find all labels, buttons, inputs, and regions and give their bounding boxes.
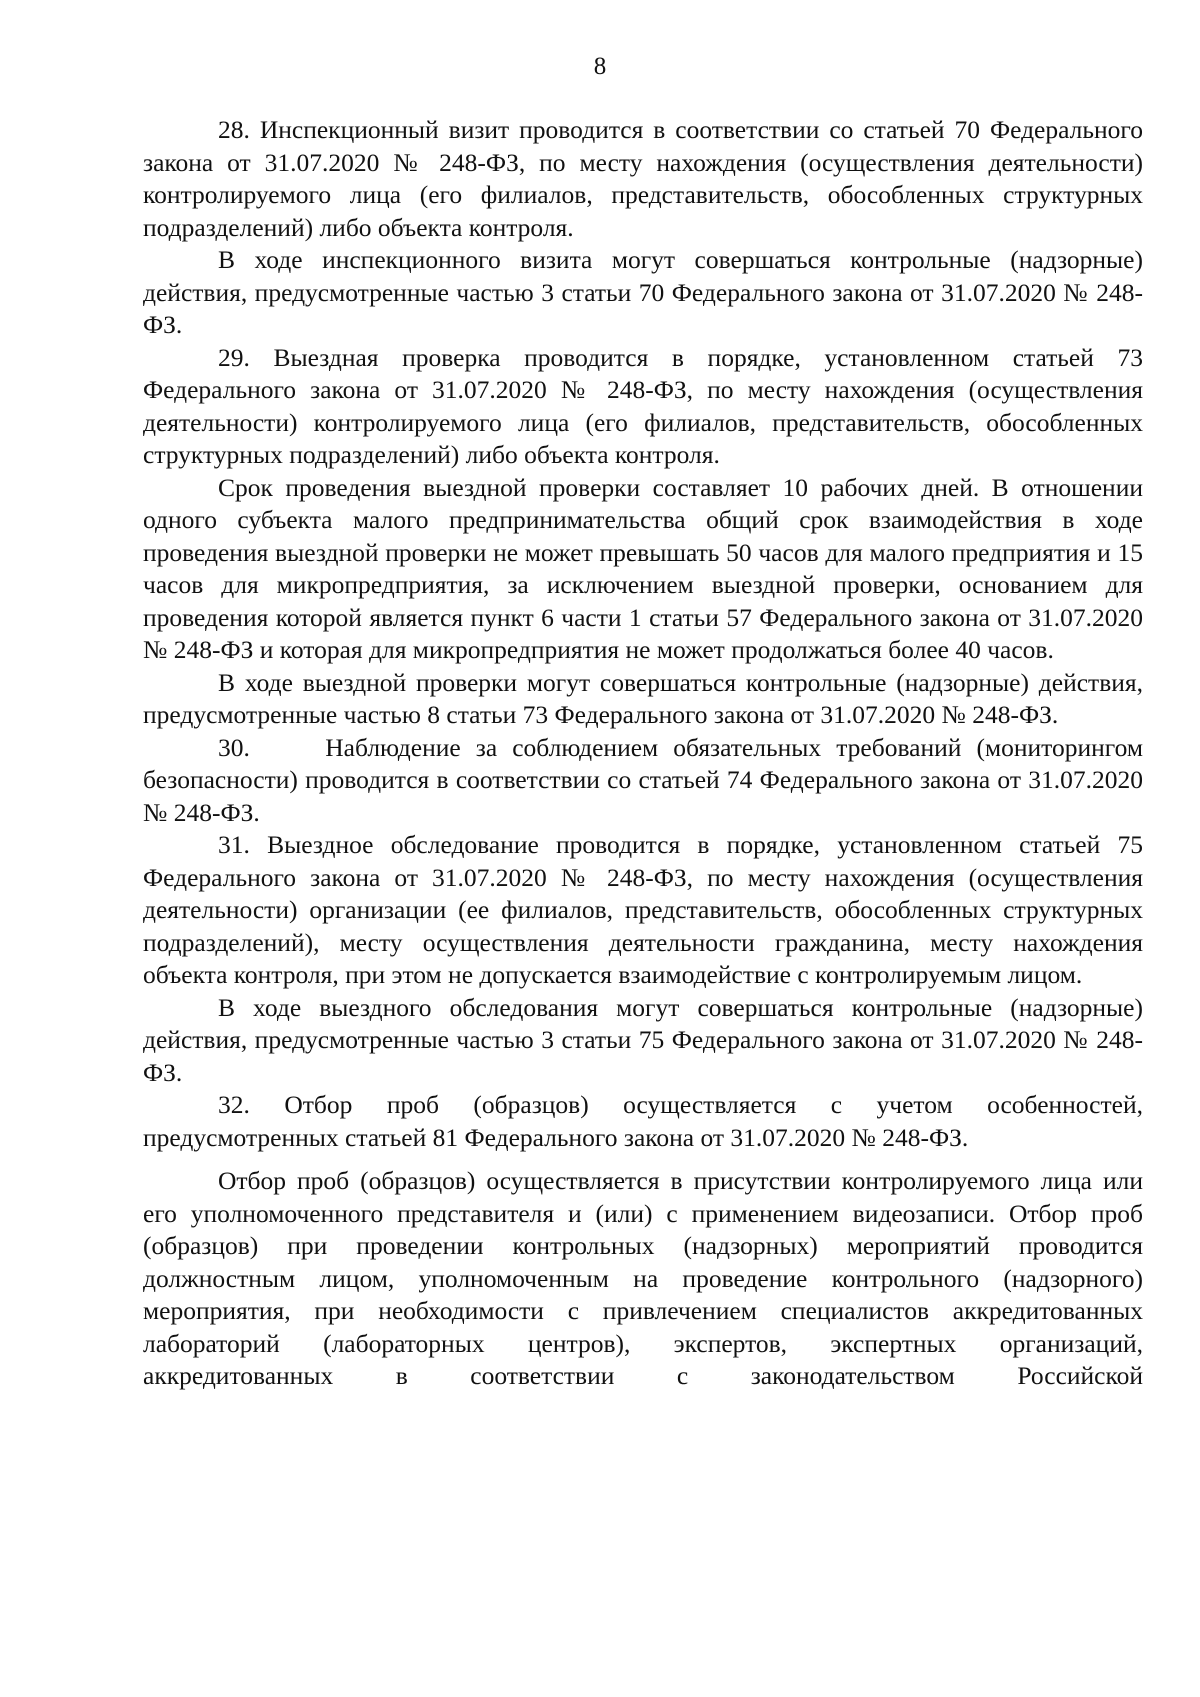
paragraph-32-sampling: Отбор проб (образцов) осуществляется в присутствии контролируемого лица или его уполномоченного представителя и (или) с применением видеозаписи. Отбор проб (образцов) при проведении контрольных (надзорных) мероприятий проводится должностным лицом, уполномоченным на проведение контрольного (надзорного) мероприятия, при необходимости с привлечением специалистов аккредитованных лабораторий (лабораторных центров), экспертов, экспертных организаций, аккредитованных в соответствии с законодательством Российской — [143, 1166, 1143, 1390]
page-number: 8 — [593, 53, 607, 80]
document-body — [143, 114, 1150, 1393]
paragraph-29-duration: Срок проведения выездной проверки составляет 10 рабочих дней. В отношении одного субъекта малого предпринимательства общий срок взаимодействия в ходе проведения выездной проверки не может превышать 50 часов для малого предприятия и 15 часов для микропредприятия, за исключением выездной проверки, основанием для проведения которой является пункт 6 части 1 статьи 57 Федерального закона от 31.07.2020 № 248-ФЗ и которая для микропредприятия не может продолжаться более 40 часов. — [143, 472, 1143, 664]
paragraph-30: 30. Наблюдение за соблюдением обязательных требований (мониторингом безопасности) проводится в соответствии со статьей 74 Федерального закона от 31.07.2020 № 248-ФЗ. — [143, 732, 1150, 827]
paragraph-29: 29. Выездная проверка проводится в порядке, установленном статьей 73 Федерального закона от 31.07.2020 № 248-ФЗ, по месту нахождения (осуществления деятельности) контролируемого лица (его филиалов, представительств, обособленных структурных подразделений) либо объекта контроля. — [143, 342, 1143, 469]
paragraph-28: 28. Инспекционный визит проводится в соответствии со статьей 70 Федерального закона от 31.07.2020 № 248-ФЗ, по месту нахождения (осуществления деятельности) контролируемого лица (его филиалов, представительств, обособленных структурных подразделений) либо объекта контроля. — [143, 115, 1143, 242]
paragraph-31-actions: В ходе выездного обследования могут совершаться контрольные (надзорные) действия, предусмотренные частью 3 статьи 75 Федерального закона от 31.07.2020 № 248-ФЗ. — [143, 992, 1143, 1087]
paragraph-28-inspection-actions: В ходе инспекционного визита могут совершаться контрольные (надзорные) действия, предусмотренные частью 3 статьи 70 Федерального закона от 31.07.2020 № 248-ФЗ. — [143, 245, 1143, 339]
paragraph-29-actions: В ходе выездной проверки могут совершаться контрольные (надзорные) действия, предусмотренные частью 8 статьи 73 Федерального закона от 31.07.2020 № 248-ФЗ. — [143, 667, 1143, 729]
paragraph-31: 31. Выездное обследование проводится в порядке, установленном статьей 75 Федерального закона от 31.07.2020 № 248-ФЗ, по месту нахождения (осуществления деятельности) организации (ее филиалов, представительств, обособленных структурных подразделений), месту осуществления деятельности гражданина, месту нахождения объекта контроля, при этом не допускается взаимодействие с контролируемым лицом. — [143, 830, 1143, 989]
paragraph-32: 32. Отбор проб (образцов) осуществляется с учетом особенностей, предусмотренных статьей 81 Федерального закона от 31.07.2020 № 248-ФЗ. — [143, 1090, 1143, 1152]
